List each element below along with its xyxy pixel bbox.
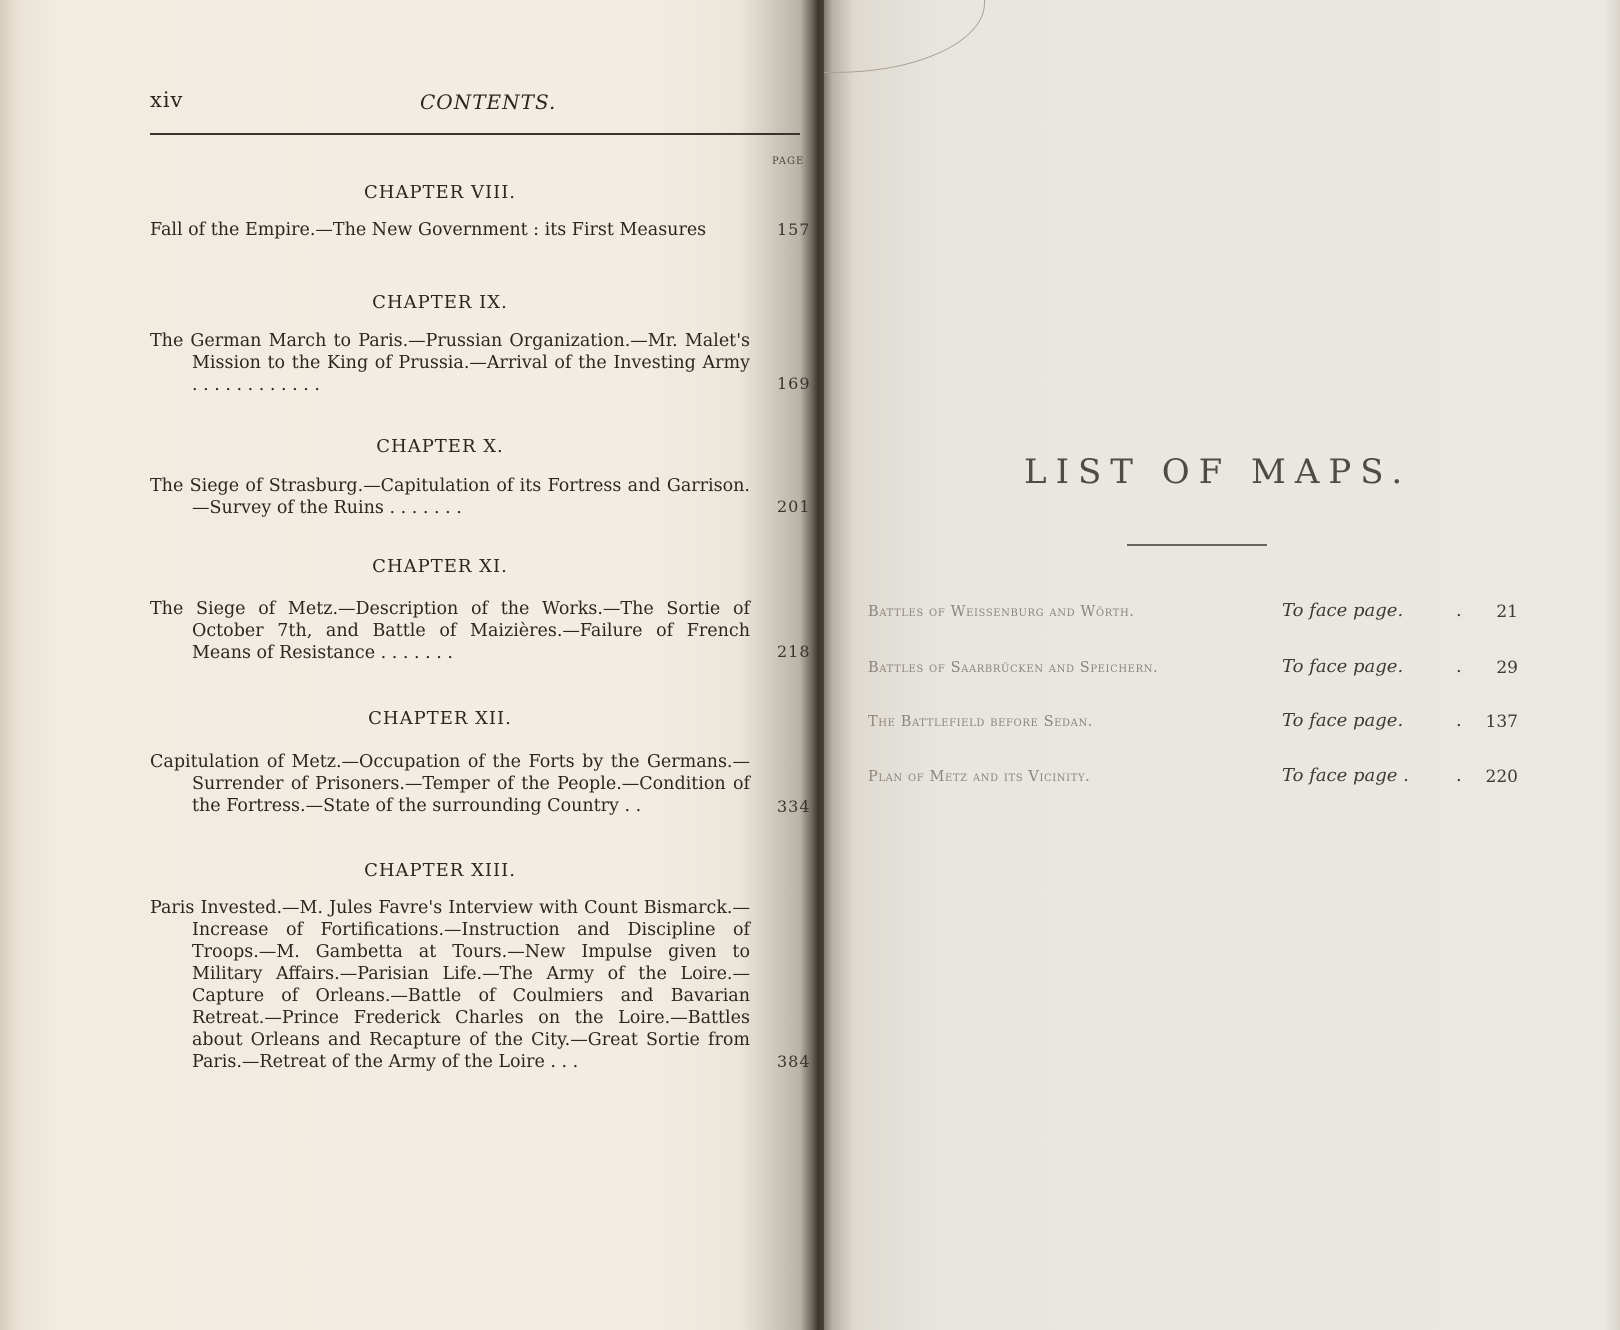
chapter-summary: Paris Invested.—M. Jules Favre's Interview with Count Bismarck.—Increase of Fortifications.—Instruction and Discipline of Troops.—M. Gambetta at Tours.—New Impulse given to Military Affairs.—Parisian Life.—The Army of the Loire.—Capture of Orleans.—Battle of Coulmiers and Bavarian Retreat.—Prince Frederick Charles on the Loire.—Battles about Orleans and Recapture of the City.—Great Sortie from Paris.—Retreat of the Army of the Loire . . . — [150, 898, 750, 1072]
chapter-title: CHAPTER XI. — [372, 556, 508, 577]
face-page-label: To face page. — [1282, 656, 1404, 677]
chapter-page-number: 218 — [777, 642, 811, 661]
map-title: Battles of Saarbrücken and Speichern. — [868, 660, 1159, 676]
chapter-summary: The German March to Paris.—Prussian Organization.—Mr. Malet's Mission to the King of Prussia.—Arrival of the Investing Army . . . . . . . . . . . . — [150, 331, 750, 395]
chapter-page-number: 334 — [777, 797, 811, 816]
map-entry — [868, 656, 1528, 686]
title-rule — [1127, 544, 1267, 546]
map-title: Battles of Weissenburg and Wörth. — [868, 604, 1135, 620]
running-head: CONTENTS. — [420, 90, 557, 114]
leader-dot: . — [1456, 765, 1462, 786]
map-page-number: 21 — [1496, 602, 1518, 622]
map-entry — [868, 710, 1528, 740]
map-entry — [868, 765, 1528, 795]
map-entry — [868, 600, 1528, 630]
map-page-number: 29 — [1496, 658, 1518, 678]
map-title: Plan of Metz and its Vicinity. — [868, 769, 1091, 785]
map-page-number: 220 — [1485, 767, 1518, 787]
chapter-summary: Fall of the Empire.—The New Government : its First Measures — [150, 220, 707, 240]
chapter-page-number: 384 — [777, 1052, 811, 1071]
face-page-label: To face page . — [1282, 765, 1409, 786]
chapter-title: CHAPTER XIII. — [364, 860, 516, 881]
face-page-label: To face page. — [1282, 600, 1404, 621]
chapter-page-number: 157 — [777, 220, 811, 239]
face-page-label: To face page. — [1282, 710, 1404, 731]
chapter-summary: The Siege of Metz.—Description of the Works.—The Sortie of October 7th, and Battle of Maizières.—Failure of French Means of Resistance . . . . . . . — [150, 599, 750, 663]
chapter-title: CHAPTER IX. — [372, 292, 508, 313]
header-rule — [150, 133, 800, 135]
page-column-label: PAGE — [772, 156, 805, 167]
chapter-page-number: 201 — [777, 497, 811, 516]
leader-dot: . — [1456, 600, 1462, 621]
leader-dot: . — [1456, 656, 1462, 677]
chapter-title: CHAPTER X. — [376, 436, 504, 457]
chapter-title: CHAPTER XII. — [368, 708, 512, 729]
chapter-title: CHAPTER VIII. — [363, 182, 517, 203]
leader-dot: . — [1456, 710, 1462, 731]
map-title: The Battlefield before Sedan. — [868, 714, 1094, 730]
chapter-summary: The Siege of Strasburg.—Capitulation of its Fortress and Garrison.—Survey of the Ruins . . . . . . . — [150, 476, 750, 518]
chapter-page-number: 169 — [777, 374, 811, 393]
maps-title: LIST OF MAPS. — [1024, 452, 1412, 492]
map-page-number: 137 — [1485, 712, 1518, 732]
page-folio: xiv — [150, 88, 184, 112]
chapter-summary: Capitulation of Metz.—Occupation of the Forts by the Germans.—Surrender of Prisoners.—Temper of the People.—Condition of the Fortress.—State of the surrounding Country . . — [150, 752, 750, 816]
